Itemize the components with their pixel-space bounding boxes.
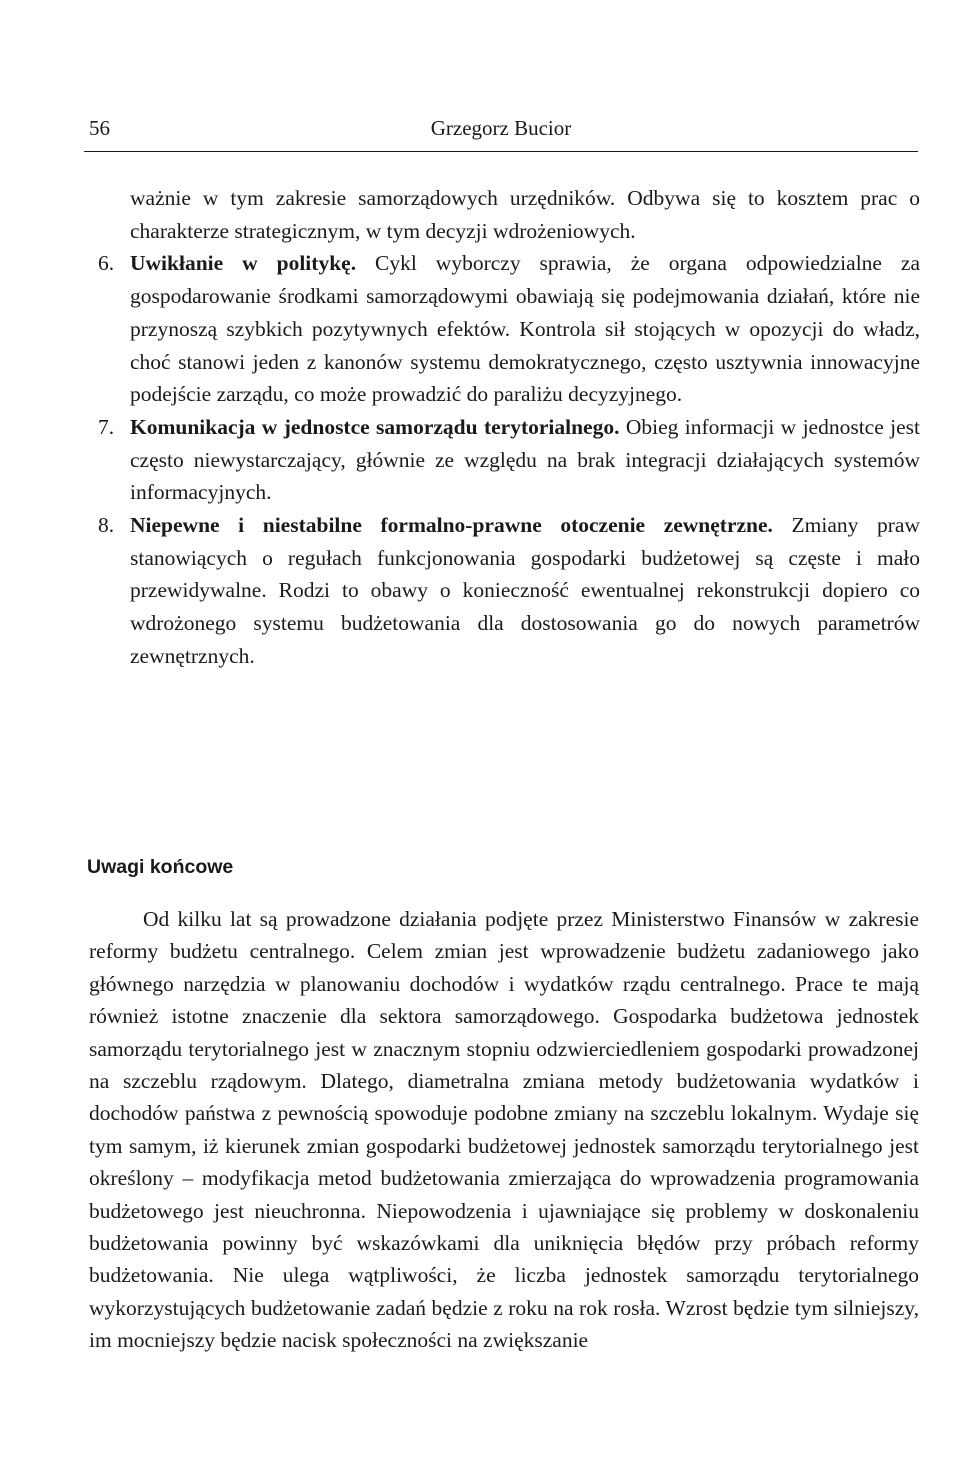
header-rule [84,151,918,152]
list-item [98,411,920,509]
list-item-text: Zmiany praw stanowiących o regułach funkcjonowania gospodarki budżetowej są częste i mało przewidywalne. Rodzi to obawy o konieczność ewentualnej rekonstrukcji dopiero co wdrożonego systemu budżetowania dla dostosowania go do nowych parametrów zewnętrznych. [130,513,920,668]
list-item-title: Komunikacja w jednostce samorządu terytorialnego. [130,414,620,439]
list-item-text: Cykl wyborczy sprawia, że organa odpowiedzialne za gospodarowanie środkami samorządowymi obawiają się podejmowania działań, które nie przynoszą szybkich pozytywnych efektów. [130,251,921,341]
list-item-title: Uwikłanie w politykę. [130,251,357,276]
list-item-text: Kontrola sił stojących w opozycji do władz, choć stanowi jeden z kanonów systemu demokratycznego, często usztywnia innowacyjne podejście zarządu, co może prowadzić do paraliżu decyzyjnego. [130,316,921,407]
list-item-title: Niepewne i niestabilne formalno-prawne otoczenie zewnętrzne. [130,513,773,538]
numbered-list [98,182,921,673]
body-paragraph: Od kilku lat są prowadzone działania podjęte przez Ministerstwo Finansów w zakresie reformy budżetu centralnego. Celem zmian jest wprowadzenie budżetu zadaniowego jako głównego narzędzia w planowaniu dochodów i wydatków rządu centralnego. Prace te mają również istotne znaczenie dla sektora samorządowego. Gospodarka budżetowa jednostek samorządu terytorialnego jest w znacznym stopniu odzwierciedleniem gospodarki prowadzonej na szczeblu rządowym. Dlatego, diametralna zmiana metody budżetowania wydatków i dochodów państwa z pewnością spowoduje podobne zmiany na szczeblu lokalnym. Wydaje się tym samym, iż kierunek zmian gospodarki budżetowej jednostek samorządu terytorialnego jest określony – modyfikacja metod budżetowania zmierzająca do wprowadzenia programowania budżetowego jest nieuchronna. Niepowodzenia i ujawniające się problemy w doskonaleniu budżetowania powinny być wskazówkami dla uniknięcia błędów przy próbach reformy budżetowania. Nie ulega wątpliwości, że liczba jednostek samorządu terytorialnego wykorzystujących budżetowanie zadań będzie z roku na rok rosła. Wzrost będzie tym silniejszy, im mocniejszy będzie nacisk społeczności na zwiększanie [89,907,919,1353]
page-header [84,116,918,152]
list-item [98,247,921,411]
page-number: 56 [89,116,110,140]
list-item-number: 7. [98,414,115,439]
running-head-author: Grzegorz Bucior [430,116,572,140]
list-item-continuation: ważnie w tym zakresie samorządowych urzędników. Odbywa się to kosztem prac o charakterze strategicznym, w tym decyzji wdrożeniowych. [130,186,920,243]
list-item-number: 8. [98,513,115,538]
list-item-number: 6. [98,251,115,276]
section-heading: Uwagi końcowe [87,856,234,878]
list-item-text: Obieg informacji w jednostce jest często niewystarczający, głównie ze względu na brak integracji działających systemów informacyjnych. [130,414,920,505]
list-item [98,509,920,673]
